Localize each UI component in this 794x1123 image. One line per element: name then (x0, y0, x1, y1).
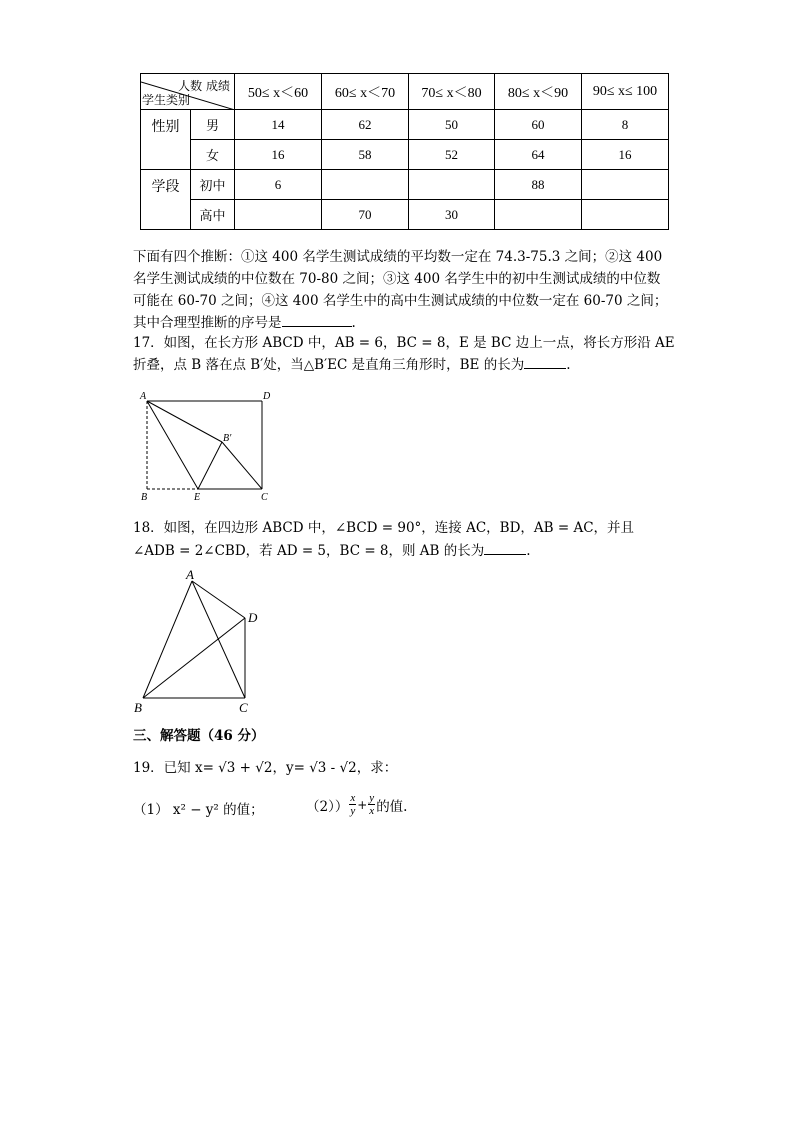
header-count-score: 人数 成绩 (178, 79, 230, 93)
q17-answer-blank[interactable] (524, 354, 566, 369)
label-B-prime: B′ (223, 433, 232, 444)
fraction-y-over-x (368, 792, 375, 817)
fraction-numerator: y (369, 792, 375, 804)
q16-line-4 (133, 312, 356, 333)
table-cell (582, 200, 669, 230)
table-cell: 8 (582, 110, 669, 140)
q16-period: . (351, 315, 356, 331)
group-label-gender: 性别 (141, 110, 191, 170)
q19-part-1: （1） x² − y² 的值； (133, 802, 264, 818)
section-title: 三、解答题（46 分） (133, 728, 265, 744)
fraction-denominator: x (369, 805, 375, 817)
q18-period: . (526, 543, 531, 559)
q17-rectangle-figure (135, 386, 280, 506)
table-cell (322, 170, 409, 200)
table-row (141, 110, 669, 140)
q18-answer-blank[interactable] (484, 540, 526, 555)
score-table (140, 73, 669, 230)
q16-line-1: 下面有四个推断：①这 400 名学生测试成绩的平均数一定在 74.3-75.3 之间；②这 400 (133, 249, 663, 265)
q18-line-2 (133, 540, 531, 561)
q19-part2-prefix: （2）） (306, 798, 349, 815)
label-B: B (134, 700, 142, 715)
table-cell (235, 200, 322, 230)
table-row (141, 140, 669, 170)
q18-quadrilateral-figure (130, 566, 270, 716)
label-A: A (140, 391, 147, 402)
table-cell: 16 (235, 140, 322, 170)
header-student-category: 学生类别 (142, 93, 191, 107)
q17-prompt: 折叠，点 B 落在点 B′处，当△B′EC 是直角三角形时，BE 的长为 (133, 357, 525, 373)
diagonal-AC (192, 581, 245, 698)
row-label-junior: 初中 (191, 170, 235, 200)
fraction-x-over-y (349, 792, 356, 817)
table-cell: 62 (322, 110, 409, 140)
table-cell: 70 (322, 200, 409, 230)
segment-AB-prime (147, 401, 222, 442)
table-cell: 50 (409, 110, 495, 140)
q18-prompt: ∠ADB = 2∠CBD，若 AD = 5，BC = 8，则 AB 的长为 (133, 543, 485, 559)
label-C: C (261, 492, 268, 503)
label-B: B (141, 492, 148, 503)
diagonal-BD (143, 618, 245, 698)
row-label-senior: 高中 (191, 200, 235, 230)
column-header: 80≤ x＜90 (495, 74, 582, 110)
q19-part2-suffix: 的值. (376, 798, 408, 815)
table-row (141, 170, 669, 200)
q17-period: . (566, 357, 571, 373)
table-row (141, 200, 669, 230)
table-cell (409, 170, 495, 200)
table-cell (495, 200, 582, 230)
table-cell: 16 (582, 140, 669, 170)
table-cell: 30 (409, 200, 495, 230)
label-E: E (194, 492, 201, 503)
table-cell (582, 170, 669, 200)
table-header-diagonal-cell (141, 74, 235, 110)
table-cell: 88 (495, 170, 582, 200)
column-header: 50≤ x＜60 (235, 74, 322, 110)
label-D: D (263, 391, 271, 402)
q16-line-2: 名学生测试成绩的中位数在 70-80 之间；③这 400 名学生中的初中生测试成绩的中位数 (133, 271, 661, 287)
segment-B-prime-C (222, 442, 262, 489)
table-cell: 6 (235, 170, 322, 200)
q17-line-2 (133, 354, 571, 375)
fraction-denominator: y (350, 805, 356, 817)
table-cell: 60 (495, 110, 582, 140)
row-label-male: 男 (191, 110, 235, 140)
table-cell: 52 (409, 140, 495, 170)
label-A: A (186, 567, 194, 582)
segment-B-prime-E (198, 442, 222, 489)
q16-line-3: 可能在 60-70 之间；④这 400 名学生中的高中生测试成绩的中位数一定在 60-70 之间； (133, 293, 668, 309)
column-header: 90≤ x≤ 100 (582, 74, 669, 110)
fold-line-AE (147, 401, 198, 489)
group-label-stage: 学段 (141, 170, 191, 230)
table-cell: 14 (235, 110, 322, 140)
table-cell: 64 (495, 140, 582, 170)
label-D: D (248, 610, 258, 625)
side-AB (143, 581, 192, 698)
q17-line-1: 17．如图，在长方形 ABCD 中，AB = 6，BC = 8，E 是 BC 边上一点，将长方形沿 AE (133, 335, 675, 351)
q16-answer-blank[interactable] (282, 312, 352, 327)
q18-line-1: 18．如图，在四边形 ABCD 中，∠BCD = 90°，连接 AC，BD，AB = AC，并且 (133, 520, 635, 536)
table-cell: 58 (322, 140, 409, 170)
q19-part-2 (306, 792, 407, 817)
label-C: C (239, 700, 248, 715)
plus-sign: + (357, 797, 368, 812)
q19-line-1: 19．已知 x= √3 + √2，y= √3 - √2，求： (133, 760, 398, 776)
row-label-female: 女 (191, 140, 235, 170)
fraction-numerator: x (350, 792, 356, 804)
column-header: 70≤ x＜80 (409, 74, 495, 110)
q16-prompt: 其中合理型推断的序号是 (133, 315, 282, 331)
column-header: 60≤ x＜70 (322, 74, 409, 110)
